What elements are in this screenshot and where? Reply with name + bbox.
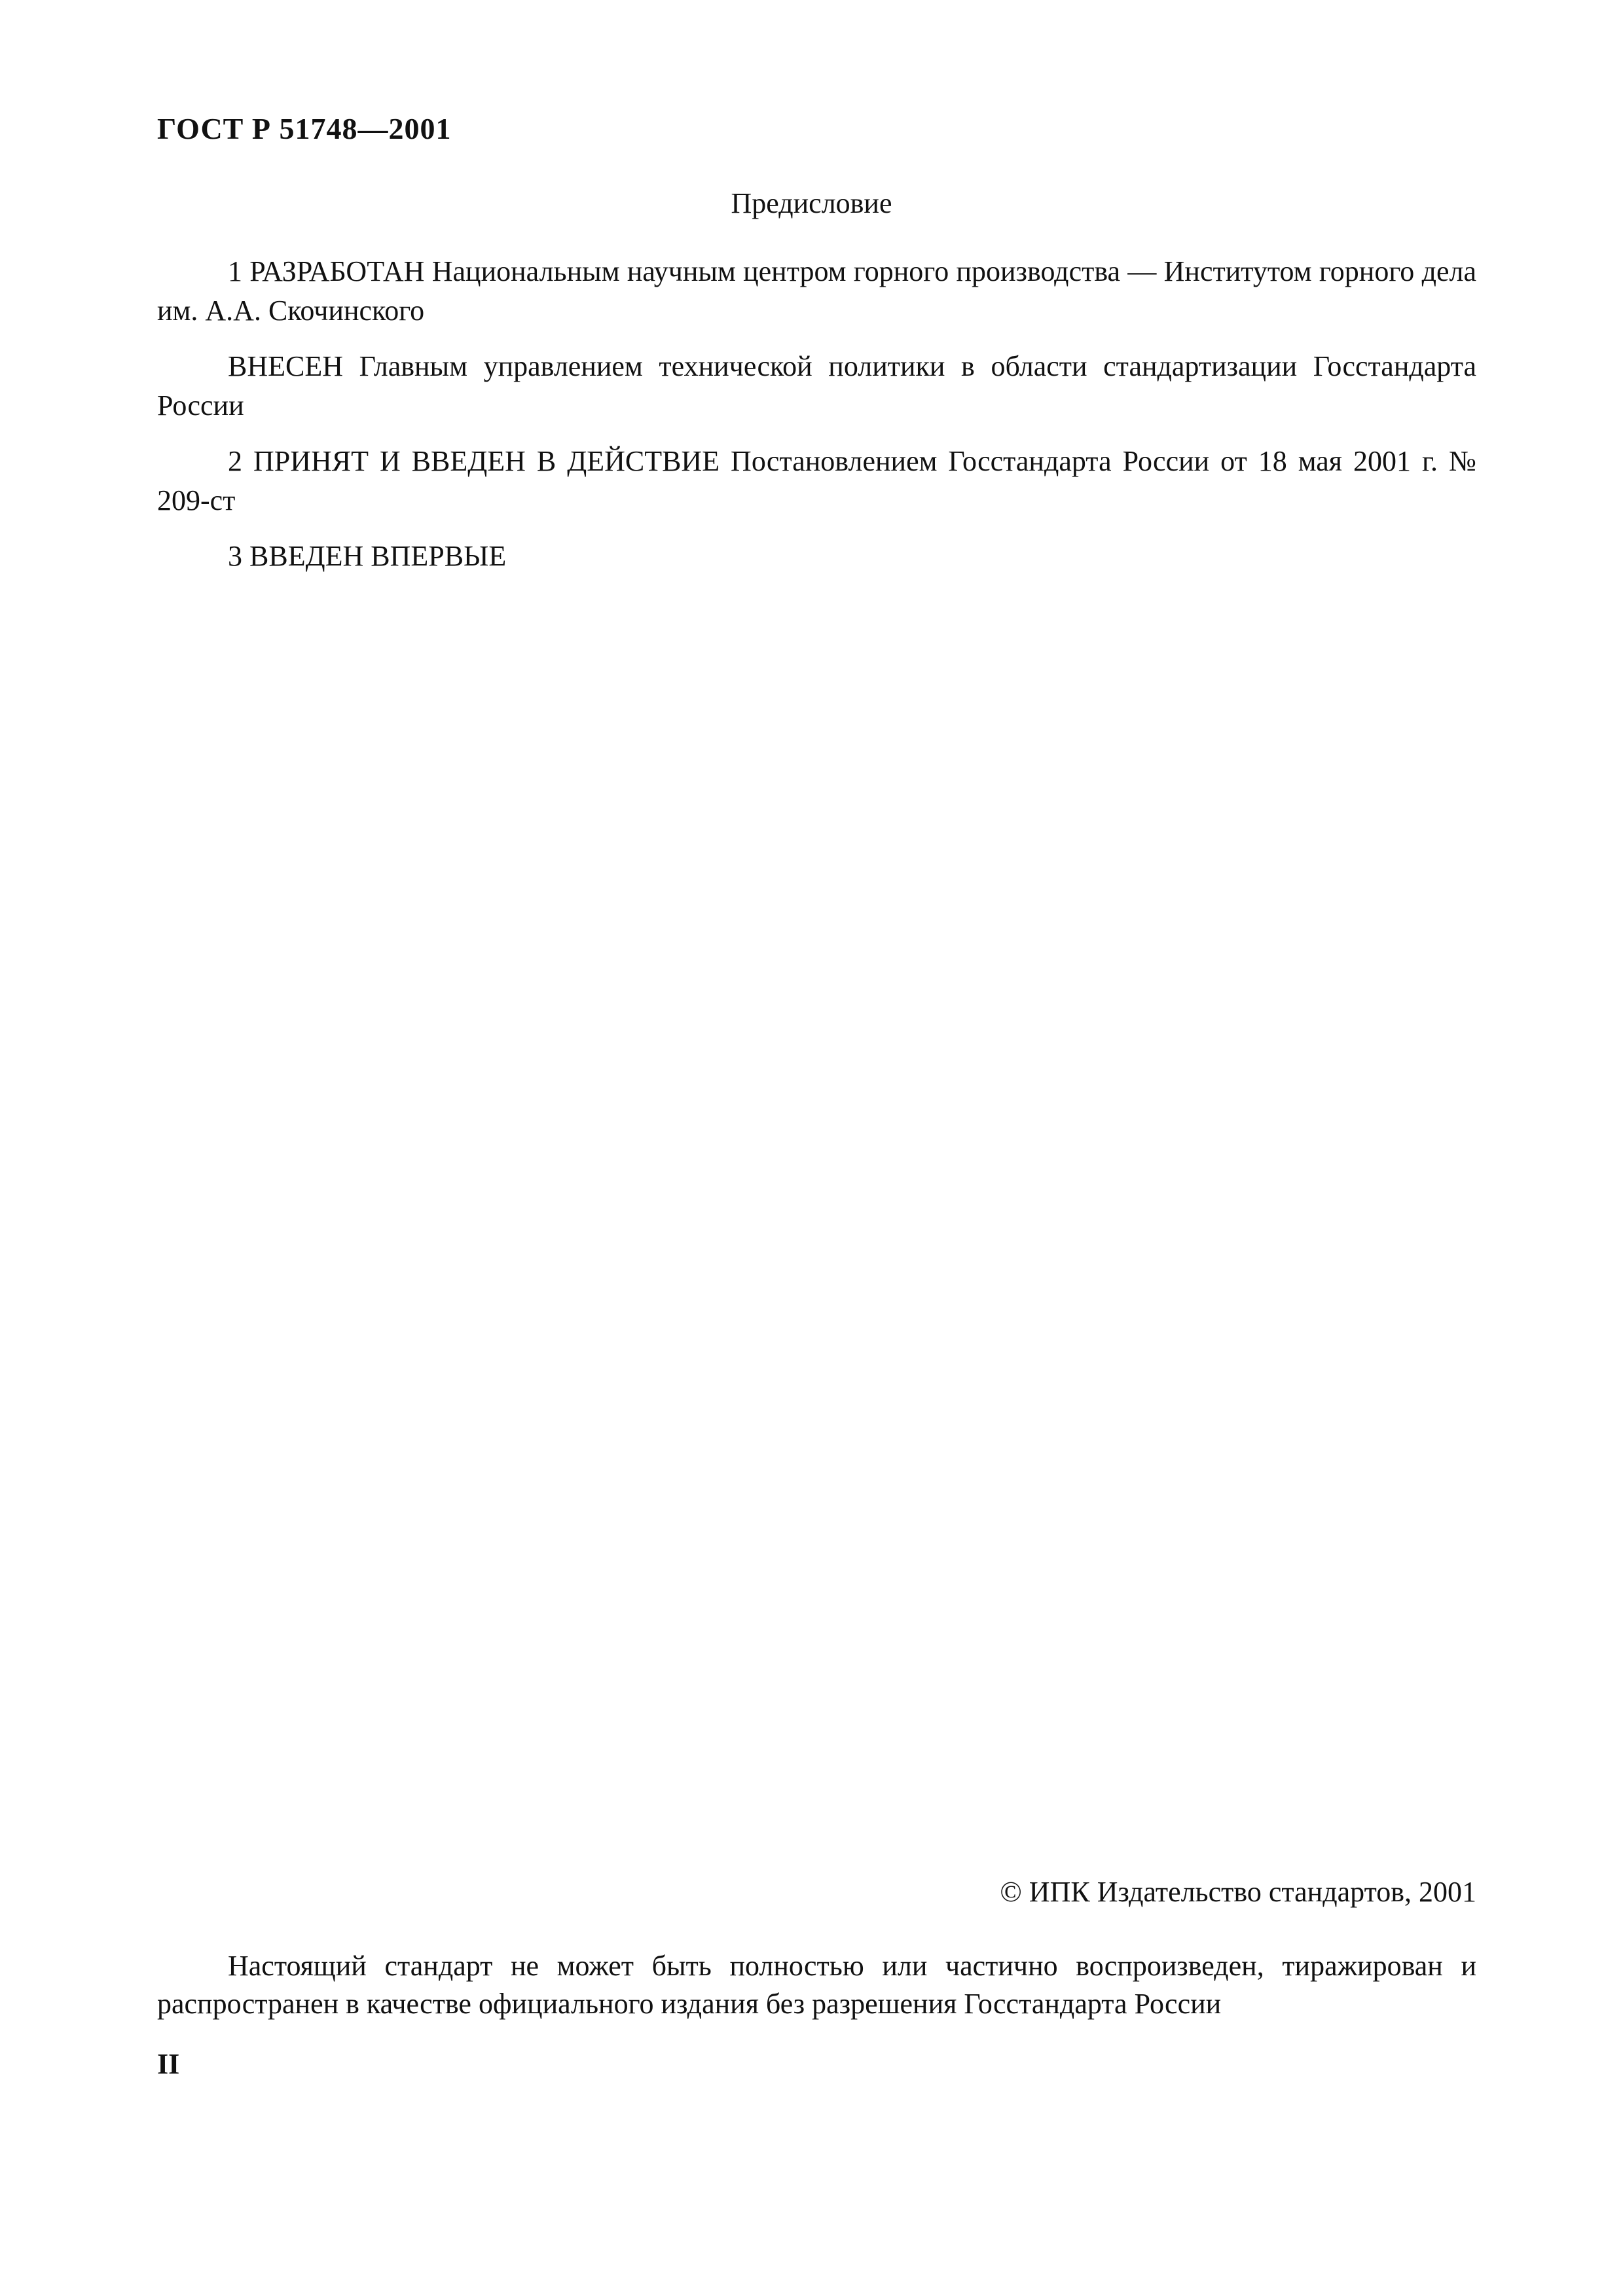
preface-paragraph: 1 РАЗРАБОТАН Национальным научным центром горного производства — Институтом горного дела им. А.А. Скочинского	[157, 255, 1476, 327]
notice-paragraph: Настоящий стандарт не может быть полностью или частично воспроизведен, тиражирован и распространен в качестве официального издания без разрешения Госстандарта России	[157, 1950, 1476, 2020]
preface-item-first-introduced	[157, 537, 1476, 576]
preface-item-introduced	[157, 347, 1476, 425]
page-number: II	[157, 2048, 180, 2080]
preface-paragraph: 2 ПРИНЯТ И ВВЕДЕН В ДЕЙСТВИЕ Постановлением Госстандарта России от 18 мая 2001 г. № 209-ст	[157, 445, 1476, 516]
preface-paragraph: 3 ВВЕДЕН ВПЕРВЫЕ	[228, 540, 507, 572]
preface-item-developed	[157, 252, 1476, 331]
copyright-line: © ИПК Издательство стандартов, 2001	[1000, 1876, 1476, 1908]
section-title: Предисловие	[731, 187, 892, 219]
document-code: ГОСТ Р 51748—2001	[157, 112, 452, 145]
preface-paragraph: ВНЕСЕН Главным управлением технической политики в области стандартизации Госстандарта России	[157, 350, 1476, 422]
preface-item-adopted	[157, 442, 1476, 520]
reproduction-notice	[157, 1947, 1476, 2023]
